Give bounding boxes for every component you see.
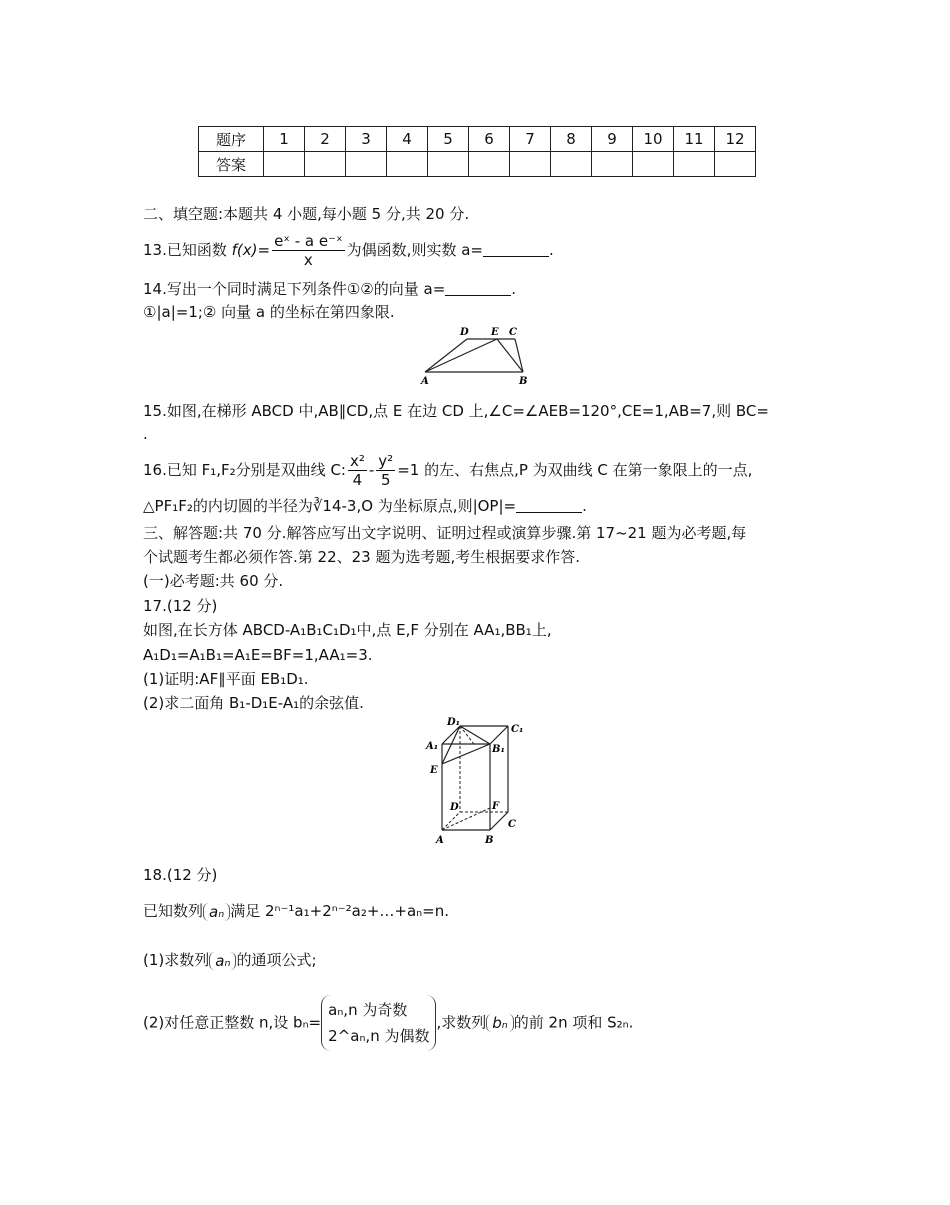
q18-seq-b-text: bₙ — [492, 1014, 508, 1032]
q18-case1: aₙ,n 为奇数 — [328, 1001, 408, 1019]
q14-answer-blank[interactable] — [445, 281, 511, 296]
q16-frac2-den: 5 — [380, 471, 391, 489]
q16-answer-blank[interactable] — [516, 498, 582, 513]
answer-cell[interactable] — [469, 152, 510, 177]
table-cell: 3 — [346, 127, 387, 152]
q18-seq-b — [486, 1014, 514, 1032]
q18-case2: 2^aₙ,n 为偶数 — [328, 1027, 430, 1045]
answer-cell[interactable] — [592, 152, 633, 177]
section2-heading: 二、填空题:本题共 4 小题,每小题 5 分,共 20 分. — [143, 205, 470, 223]
edge-d1a1 — [442, 726, 460, 744]
answer-cell[interactable] — [428, 152, 469, 177]
q16-line2-text: △PF₁F₂的内切圆的半径为∛14-3,O 为坐标原点,则|OP|= — [143, 497, 517, 515]
q17-head: 17.(12 分) — [143, 597, 218, 615]
q18-seq-a-text: aₙ — [209, 902, 225, 921]
q16-frac1-den: 4 — [352, 471, 363, 489]
q13-fx: f(x)= — [231, 241, 271, 259]
table-row — [199, 152, 756, 177]
q18-line1-suffix: 满足 2ⁿ⁻¹a₁+2ⁿ⁻²a₂+…+aₙ=n. — [230, 902, 449, 920]
q18-part1-seq — [209, 952, 236, 970]
q18-seq-a — [203, 903, 230, 921]
q17-line1: 如图,在长方体 ABCD-A₁B₁C₁D₁中,点 E,F 分别在 AA₁,BB₁上, — [143, 621, 552, 639]
q13-answer-blank[interactable] — [483, 242, 549, 257]
edge-b1c1 — [490, 726, 508, 744]
section3-line1: 三、解答题:共 70 分.解答应写出文字说明、证明过程或演算步骤.第 17~21 题为必考题,每 — [143, 524, 747, 542]
edge-ad-hidden — [442, 812, 460, 830]
question-16 — [143, 452, 752, 489]
cuboid-figure — [422, 712, 532, 848]
table-cell: 10 — [633, 127, 674, 152]
table-cell: 5 — [428, 127, 469, 152]
q17-line2: A₁D₁=A₁B₁=A₁E=BF=1,AA₁=3. — [143, 646, 373, 664]
table-cell: 9 — [592, 127, 633, 152]
q18-part1-prefix: (1)求数列 — [143, 951, 210, 969]
q16-end: . — [582, 497, 587, 515]
label-e: E — [491, 327, 499, 338]
answer-table — [198, 126, 756, 177]
q16-fraction-x — [348, 452, 367, 489]
answer-cell[interactable] — [264, 152, 305, 177]
table-cell: 7 — [510, 127, 551, 152]
table-cell: 11 — [674, 127, 715, 152]
q13-numerator: eˣ - a e⁻ˣ — [274, 232, 343, 250]
q16-minus: - — [368, 461, 375, 479]
answer-cell[interactable] — [674, 152, 715, 177]
q13-prefix: 13.已知函数 — [143, 241, 232, 259]
q17-line4: (2)求二面角 B₁-D₁E-A₁的余弦值. — [143, 694, 364, 712]
label-d: D — [450, 802, 459, 813]
q18-part1 — [143, 950, 317, 970]
trapezoid-figure — [415, 320, 535, 388]
hatch-line — [460, 726, 474, 744]
q16-prefix: 16.已知 F₁,F₂分别是双曲线 C: — [143, 461, 346, 479]
question-14 — [143, 279, 516, 299]
label-f: F — [492, 801, 500, 812]
answer-cell[interactable] — [346, 152, 387, 177]
label-e: E — [430, 765, 438, 776]
q13-denominator: x — [303, 251, 313, 269]
q18-piecewise — [321, 995, 436, 1051]
label-b: B — [519, 376, 528, 387]
answer-cell[interactable] — [551, 152, 592, 177]
q14-line1: 14.写出一个同时满足下列条件①②的向量 a= — [143, 280, 446, 298]
q14-end: . — [511, 280, 517, 298]
table-cell: 1 — [264, 127, 305, 152]
q18-part2-prefix: (2)对任意正整数 n,设 bₙ= — [143, 1013, 322, 1032]
q16-frac1-num: x² — [349, 452, 365, 470]
q16-fraction-y — [376, 452, 395, 489]
q13-fraction — [272, 232, 345, 269]
question-13 — [143, 232, 554, 269]
edge-bc — [490, 812, 508, 830]
table-cell: 4 — [387, 127, 428, 152]
q18-part2-mid: ,求数列 — [436, 1013, 487, 1032]
q15-end: . — [143, 425, 148, 443]
answer-cell[interactable] — [387, 152, 428, 177]
q14-conditions: ①|a|=1;② 向量 a 的坐标在第四象限. — [143, 303, 395, 321]
segment-d1b1 — [460, 726, 490, 744]
table-cell: 8 — [551, 127, 592, 152]
label-c1: C₁ — [511, 724, 524, 735]
table-row — [199, 127, 756, 152]
label-c: C — [509, 327, 517, 338]
label-a: A — [421, 376, 429, 387]
q16-suffix: =1 的左、右焦点,P 为双曲线 C 在第一象限上的一点, — [397, 461, 753, 479]
table-cell: 2 — [305, 127, 346, 152]
q18-part2 — [143, 995, 633, 1051]
label-b1: B₁ — [492, 744, 505, 755]
question-15: 15.如图,在梯形 ABCD 中,AB∥CD,点 E 在边 CD 上,∠C=∠AEB=120°,CE=1,AB=7,则 BC= — [143, 402, 769, 420]
q16-frac2-num: y² — [378, 452, 394, 470]
table-cell: 6 — [469, 127, 510, 152]
answer-cell[interactable] — [510, 152, 551, 177]
segment-eb1 — [442, 744, 490, 764]
table-cell: 12 — [715, 127, 756, 152]
answer-cell[interactable] — [305, 152, 346, 177]
q13-end: . — [548, 241, 554, 259]
q13-suffix: 为偶函数,则实数 a= — [346, 241, 483, 259]
q16-line2 — [143, 496, 587, 516]
q18-line1-prefix: 已知数列 — [143, 902, 204, 920]
q18-head: 18.(12 分) — [143, 866, 218, 884]
table-header-cell: 题序 — [199, 127, 264, 152]
label-a: A — [436, 835, 444, 846]
q18-part1-seq-text: aₙ — [215, 951, 231, 970]
label-a1: A₁ — [426, 741, 439, 752]
label-b: B — [485, 835, 494, 846]
label-c: C — [508, 819, 516, 830]
q17-line3: (1)证明:AF∥平面 EB₁D₁. — [143, 670, 309, 688]
label-d1: D₁ — [447, 717, 461, 728]
table-header-cell: 答案 — [199, 152, 264, 177]
answer-cell[interactable] — [633, 152, 674, 177]
q18-part2-suffix: 的前 2n 项和 S₂ₙ. — [513, 1013, 634, 1032]
answer-cell[interactable] — [715, 152, 756, 177]
section3-line3: (一)必考题:共 60 分. — [143, 572, 284, 590]
segment-ed1 — [442, 726, 460, 764]
q18-line1 — [143, 901, 449, 921]
q18-part1-suffix: 的通项公式; — [236, 951, 317, 969]
label-d: D — [460, 327, 469, 338]
section3-line2: 个试题考生都必须作答.第 22、23 题为选考题,考生根据要求作答. — [143, 548, 581, 566]
